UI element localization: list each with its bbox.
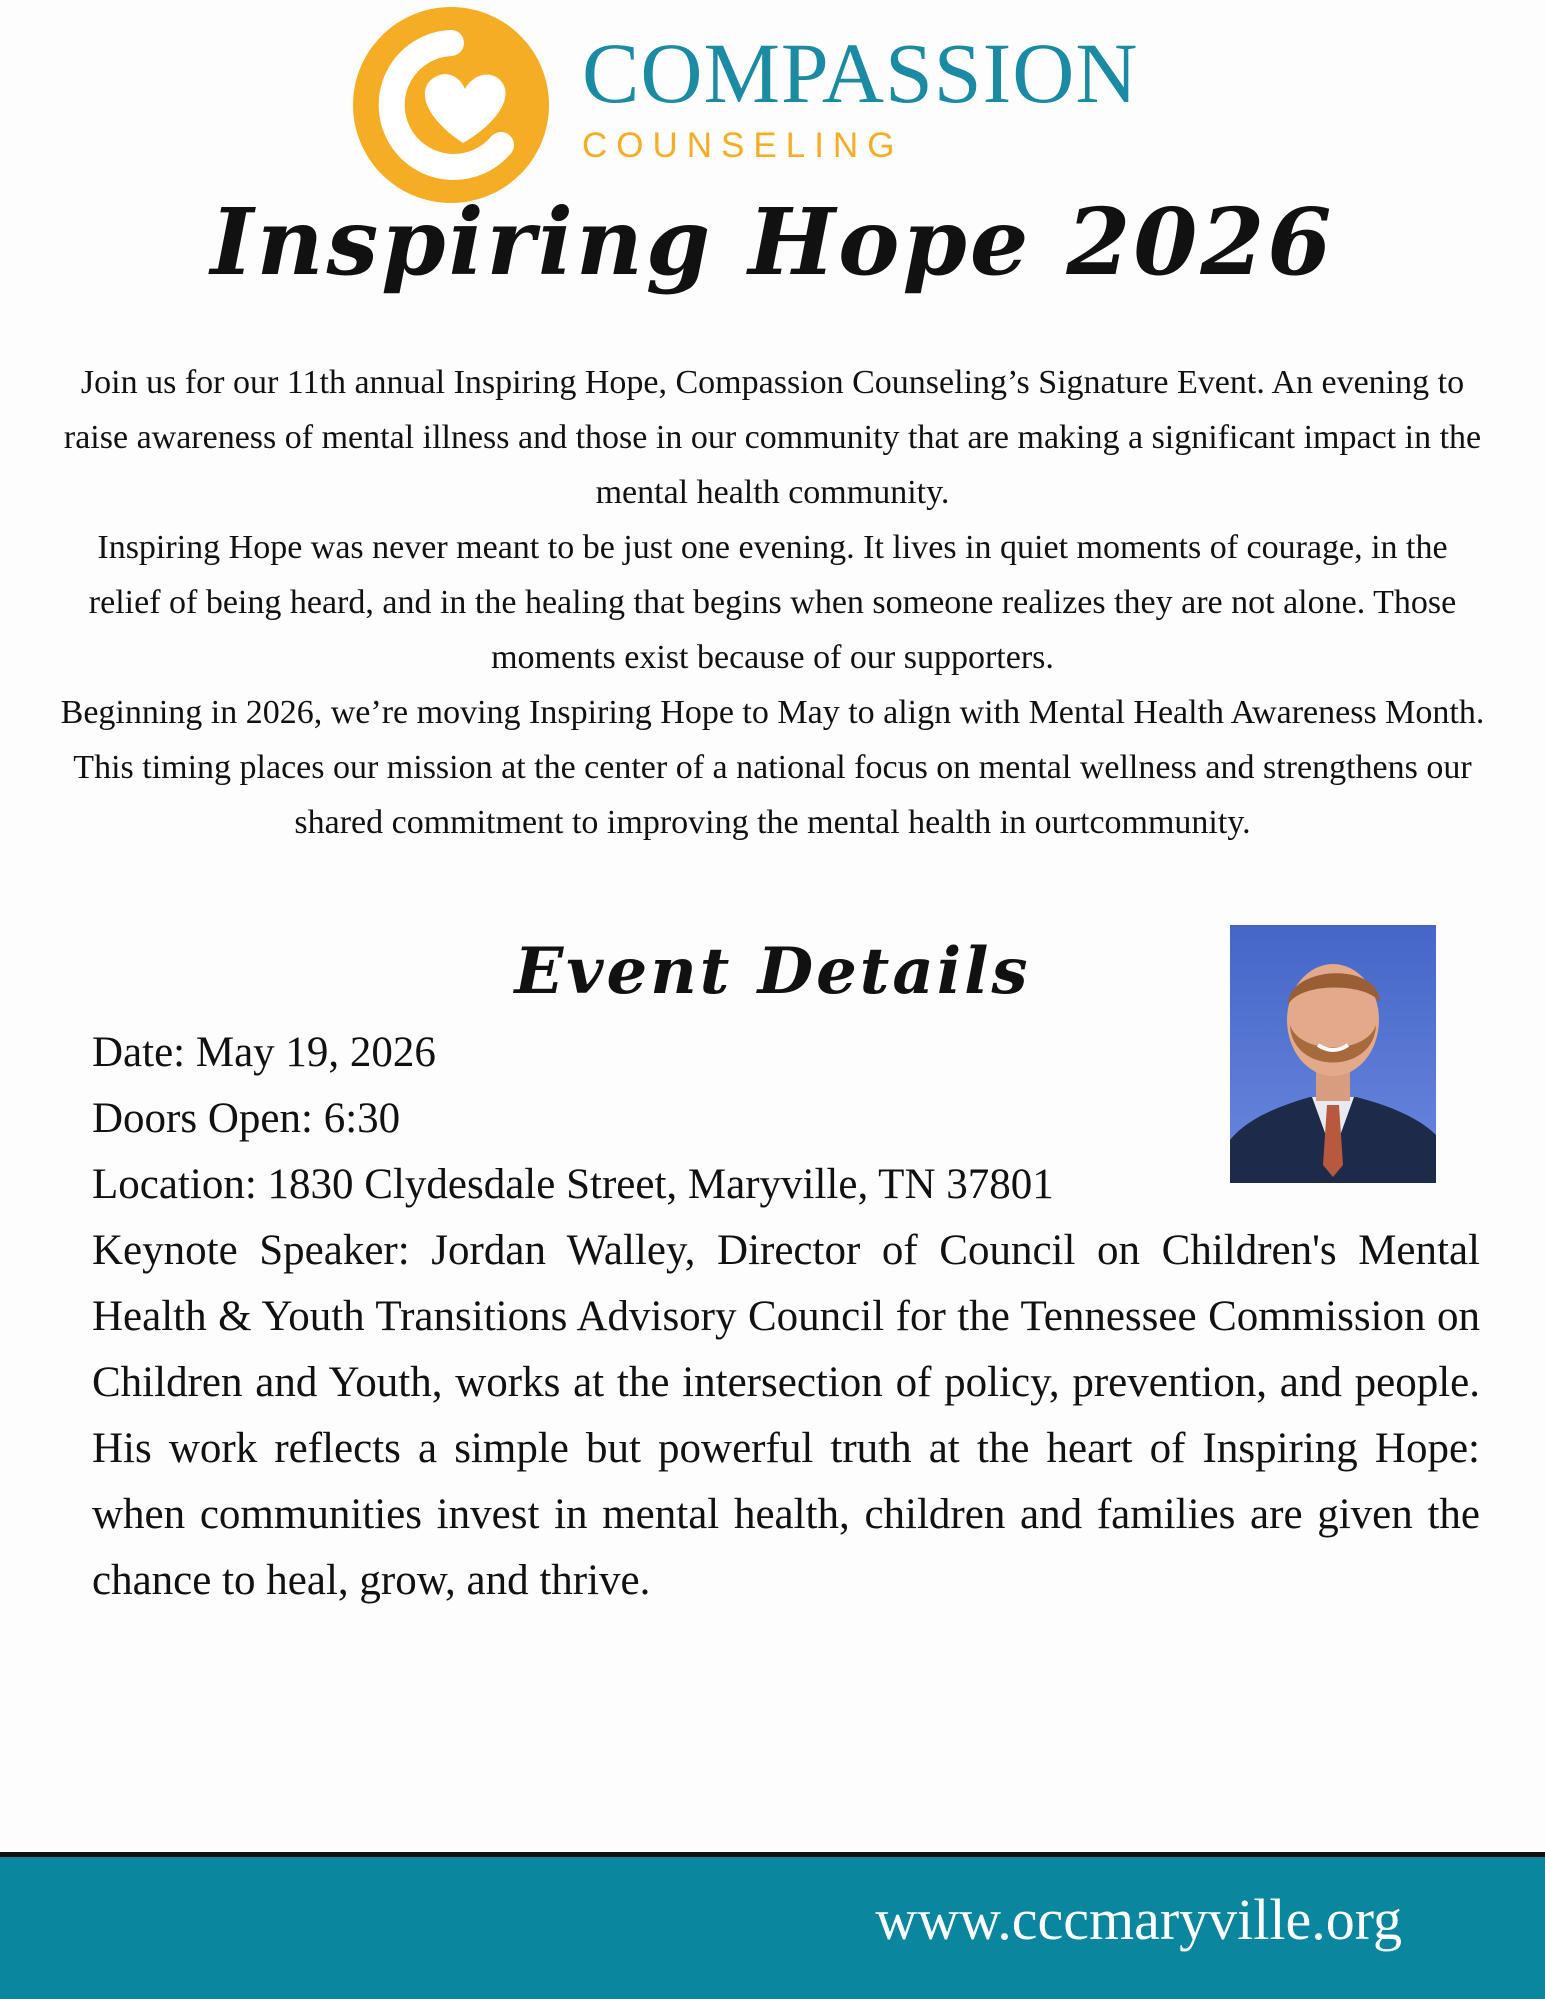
keynote-speaker: Keynote Speaker: Jordan Walley, Director of Council on Children's Mental Health & Youth Transitions Advisory Council for the Tennessee Commission on Children and Youth, works at the intersection of policy, prevention, and people. His work reflects a simple but powerful truth at the heart of Inspiring Hope: when communities invest in mental health, children and families are given the chance to heal, grow, and thrive. [92, 1227, 1480, 1604]
intro-paragraph: Inspiring Hope was never meant to be just one evening. It lives in quiet moments of courage, in the relief of being heard, and in the healing that begins when someone realizes they are not alone. Those moments exist because of our supporters. [88, 529, 1457, 676]
brand-subtitle: COUNSELING [582, 126, 904, 165]
event-details [92, 1020, 1480, 1614]
event-details-heading: Event Details [514, 934, 1031, 1009]
event-date: Date: May 19, 2026 [92, 1029, 436, 1076]
intro-text [60, 355, 1485, 850]
website-link[interactable]: www.cccmaryville.org [875, 1887, 1402, 1952]
heart-in-circle-icon [351, 5, 551, 205]
intro-paragraph: Join us for our 11th annual Inspiring Hope, Compassion Counseling’s Signature Event. An evening to raise awareness of mental illness and those in our community that are making a significant impact in the mental health community. [63, 364, 1482, 511]
event-doors-open: Doors Open: 6:30 [92, 1095, 401, 1142]
intro-paragraph: Beginning in 2026, we’re moving Inspiring Hope to May to align with Mental Health Awareness Month. This timing places our mission at the center of a national focus on mental wellness and strengthens our shared commitment to improving the mental health in ourtcommunity. [60, 694, 1485, 841]
brand-name: COMPASSION [582, 25, 1139, 121]
logo [351, 5, 551, 205]
event-title: Inspiring Hope 2026 [210, 188, 1335, 296]
event-location: Location: 1830 Clydesdale Street, Maryville, TN 37801 [92, 1161, 1054, 1208]
